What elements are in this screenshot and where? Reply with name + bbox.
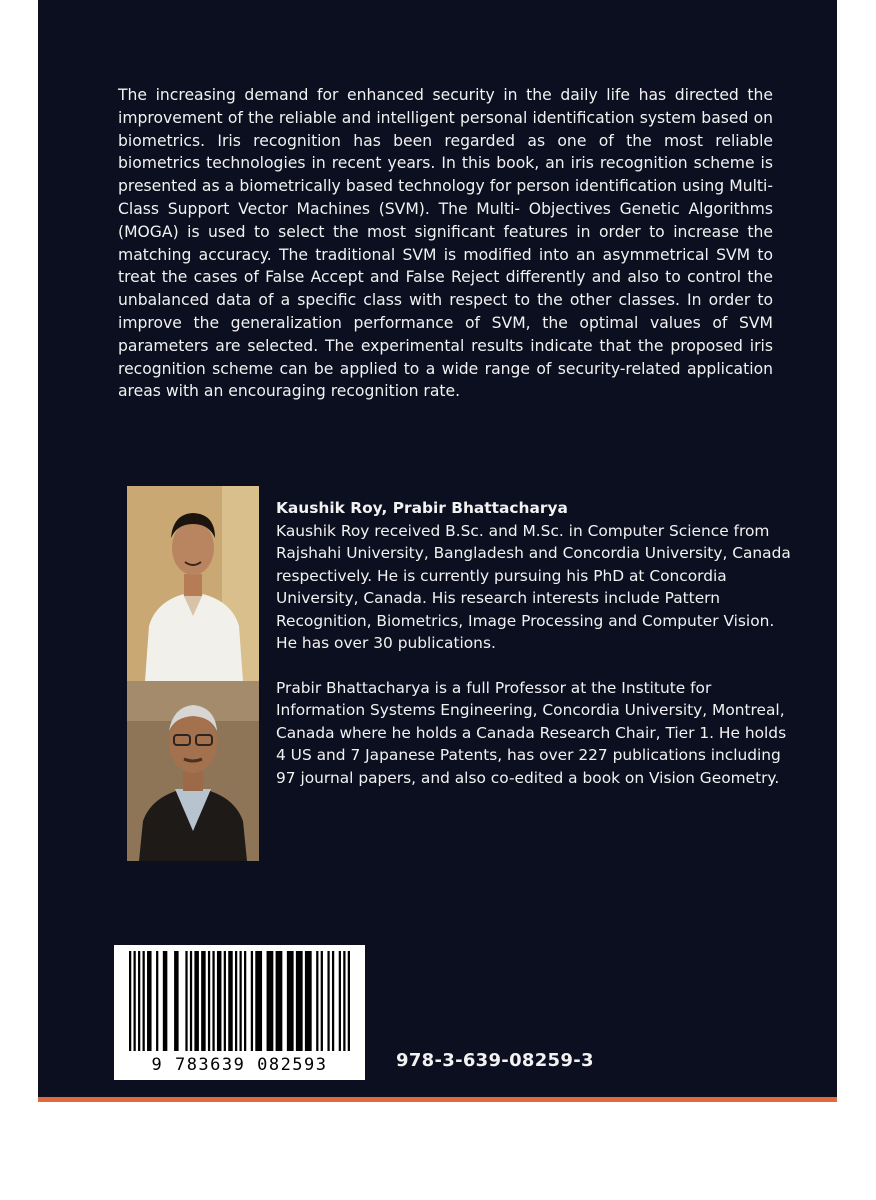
bio-kaushik-roy: Kaushik Roy received B.Sc. and M.Sc. in Computer Science from Rajshahi University, Bangladesh and Concordia University, Canada respectively. He is currently pursuing his PhD at Concordia University, Canada. His research interests include Pattern Recognition, Biometrics, Image Processing and Computer Vision. He has over 30 publications.: [276, 521, 791, 652]
barcode-bar: [163, 951, 168, 1051]
barcode-bars: [114, 945, 365, 1057]
barcode-bar: [287, 951, 294, 1051]
barcode-bar: [305, 951, 312, 1051]
barcode-bar: [321, 951, 323, 1051]
barcode-bar: [348, 951, 350, 1051]
barcode-bar: [251, 951, 253, 1051]
author-photo-prabir-bhattacharya: [127, 681, 259, 861]
accent-stripe: [38, 1097, 837, 1102]
barcode-bar: [228, 951, 233, 1051]
barcode-bar: [208, 951, 210, 1051]
isbn-barcode: [114, 945, 365, 1080]
bio-prabir-bhattacharya: Prabir Bhattacharya is a full Professor at the Institute for Information Systems Engineering, Concordia University, Montreal, Canada where he holds a Canada Research Chair, Tier 1. He holds 4 US and 7 Japanese Patents, has over 227 publications including 97 journal papers, and also co-edited a book on Vision Geometry.: [276, 678, 787, 787]
barcode-bar: [255, 951, 262, 1051]
barcode-bar: [224, 951, 226, 1051]
barcode-bar: [240, 951, 242, 1051]
barcode-bar: [194, 951, 199, 1051]
barcode-bar: [276, 951, 283, 1051]
barcode-bar: [316, 951, 318, 1051]
barcode-bar: [156, 951, 158, 1051]
barcode-bar: [212, 951, 214, 1051]
barcode-bar: [327, 951, 329, 1051]
barcode-bar: [174, 951, 179, 1051]
barcode-bar: [190, 951, 192, 1051]
author-photo-kaushik-roy: [127, 486, 259, 681]
barcode-bar: [143, 951, 145, 1051]
barcode-bar: [332, 951, 334, 1051]
barcode-bar: [138, 951, 140, 1051]
barcode-bar: [343, 951, 345, 1051]
barcode-bar: [244, 951, 246, 1051]
barcode-bar: [129, 951, 131, 1051]
barcode-bar: [147, 951, 152, 1051]
book-blurb: The increasing demand for enhanced security in the daily life has directed the improvement of the reliable and intelligent personal identification system based on biometrics. Iris recognition has been regarded as one of the most reliable biometrics technologies in recent years. In this book, an iris recognition scheme is presented as a biometrically based technology for person identification using Multi-Class Support Vector Machines (SVM). The Multi- Objectives Genetic Algorithms (MOGA) is used to select the most significant features in order to increase the matching accuracy. The traditional SVM is modified into an asymmetrical SVM to treat the cases of False Accept and False Reject differently and also to control the unbalanced data of a specific class with respect to the other classes. In order to improve the generalization performance of SVM, the optimal values of SVM parameters are selected. The experimental results indicate that the proposed iris recognition scheme can be applied to a wide range of security-related application areas with an encouraging recognition rate.: [118, 86, 773, 401]
barcode-bar: [296, 951, 303, 1051]
barcode-digits: 9 783639 082593: [151, 1055, 328, 1075]
authors-heading: Kaushik Roy, Prabir Bhattacharya: [276, 499, 568, 517]
barcode-bar: [217, 951, 222, 1051]
isbn-number: 978-3-639-08259-3: [396, 1050, 594, 1071]
author-bios: [276, 497, 796, 789]
barcode-bar: [339, 951, 341, 1051]
barcode-bar: [134, 951, 136, 1051]
barcode-bar: [185, 951, 187, 1051]
barcode-bar: [235, 951, 237, 1051]
barcode-bar: [201, 951, 206, 1051]
barcode-bar: [267, 951, 274, 1051]
